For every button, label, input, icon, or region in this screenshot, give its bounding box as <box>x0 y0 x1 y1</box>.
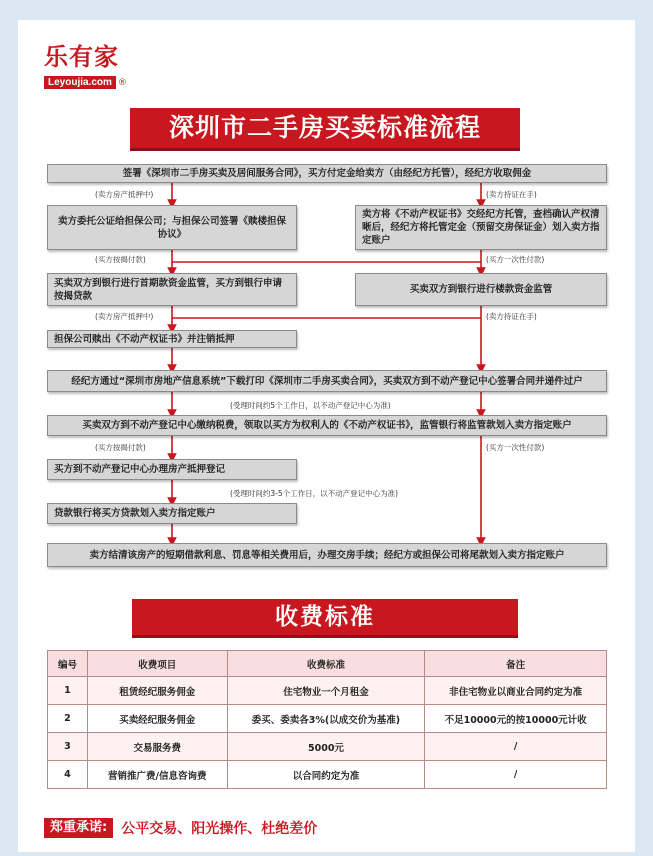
flow-step-pay-taxes: 买卖双方到不动产登记中心缴纳税费，领取以买方为权利人的《不动产权证书》，监管银行将监管款划入卖方指定账户 <box>47 415 607 436</box>
label-seller-holds-certificate: (卖方持证在手) <box>486 190 537 199</box>
table-row <box>48 733 607 761</box>
label-seller-holds-certificate-2: (卖方持证在手) <box>486 312 537 321</box>
registered-mark: ® <box>117 78 127 88</box>
header-standard: 收费标准 <box>227 651 425 677</box>
cell-number: 1 <box>48 677 88 705</box>
flow-step-guarantee-agreement: 卖方委托公证给担保公司；与担保公司签署《赎楼担保协议》 <box>47 205 297 250</box>
table-row <box>48 761 607 789</box>
cell-standard: 5000元 <box>227 733 425 761</box>
table-row <box>48 705 607 733</box>
flow-step-loan-disbursement: 贷款银行将买方贷款划入卖方指定账户 <box>47 503 297 524</box>
label-buyer-mortgage: (买方按揭付款) <box>95 255 146 264</box>
fee-table <box>47 650 607 789</box>
cell-remark: / <box>425 761 607 789</box>
header-number: 编号 <box>48 651 88 677</box>
flow-step-sign-transfer-contract: 经纪方通过“深圳市房地产信息系统”下载打印《深圳市二手房买卖合同》，买卖双方到不动产登记中心签署合同并递件过户 <box>47 370 607 392</box>
page-title: 深圳市二手房买卖标准流程 <box>130 108 520 151</box>
cell-remark: 非住宅物业以商业合同约定为准 <box>425 677 607 705</box>
cell-item: 交易服务费 <box>87 733 227 761</box>
fees-title: 收费标准 <box>132 599 518 638</box>
header-remark: 备注 <box>425 651 607 677</box>
header-item: 收费项目 <box>87 651 227 677</box>
cell-remark: 不足10000元的按10000元计收 <box>425 705 607 733</box>
cell-standard: 以合同约定为准 <box>227 761 425 789</box>
flow-step-sign-contract: 签署《深圳市二手房买卖及居间服务合同》，买方付定金给卖方（由经纪方托管），经纪方收取佣金 <box>47 164 607 183</box>
label-processing-3-5-days: (受理时间约3-5个工作日，以不动产登记中心为准) <box>230 489 399 498</box>
logo-chinese-text: 乐有家 <box>44 43 119 71</box>
table-row <box>48 677 607 705</box>
promise-statement <box>44 818 317 838</box>
promise-label: 郑重承诺: <box>44 818 113 838</box>
cell-number: 2 <box>48 705 88 733</box>
fee-table-header <box>48 651 607 677</box>
label-seller-mortgaged: (卖方房产抵押中) <box>95 190 154 199</box>
label-buyer-full-payment: (买方一次性付款) <box>486 255 545 264</box>
cell-item: 买卖经纪服务佣金 <box>87 705 227 733</box>
cell-remark: / <box>425 733 607 761</box>
flow-step-full-payment-supervision: 买卖双方到银行进行楼款资金监管 <box>355 273 607 306</box>
logo-english-text: Leyoujia.com <box>44 76 116 89</box>
cell-number: 4 <box>48 761 88 789</box>
flow-step-mortgage-registration: 买方到不动产登记中心办理房产抵押登记 <box>47 459 297 480</box>
label-buyer-mortgage-2: (买方按揭付款) <box>95 443 146 452</box>
label-processing-5-days: (受理时间约5个工作日，以不动产登记中心为准) <box>230 401 391 410</box>
cell-standard: 委买、委卖各3%(以成交价为基准) <box>227 705 425 733</box>
cell-item: 租赁经纪服务佣金 <box>87 677 227 705</box>
flow-step-certificate-escrow: 卖方将《不动产权证书》交经纪方托管，查档确认产权清晰后，经纪方将托管定金（预留交房保证金）划入卖方指定账户 <box>355 205 607 250</box>
cell-number: 3 <box>48 733 88 761</box>
cell-standard: 住宅物业一个月租金 <box>227 677 425 705</box>
flow-step-handover: 卖方结清该房产的短期借款利息、罚息等相关费用后，办理交房手续；经纪方或担保公司将尾款划入卖方指定账户 <box>47 543 607 567</box>
promise-text: 公平交易、阳光操作、杜绝差价 <box>121 821 318 837</box>
label-buyer-full-payment-2: (买方一次性付款) <box>486 443 545 452</box>
cell-item: 营销推广费/信息咨询费 <box>87 761 227 789</box>
flow-step-redeem-certificate: 担保公司赎出《不动产权证书》并注销抵押 <box>47 330 297 348</box>
label-seller-mortgaged-2: (卖方房产抵押中) <box>95 312 154 321</box>
flow-step-down-payment-supervision: 买卖双方到银行进行首期款资金监管，买方到银行申请按揭贷款 <box>47 273 297 306</box>
